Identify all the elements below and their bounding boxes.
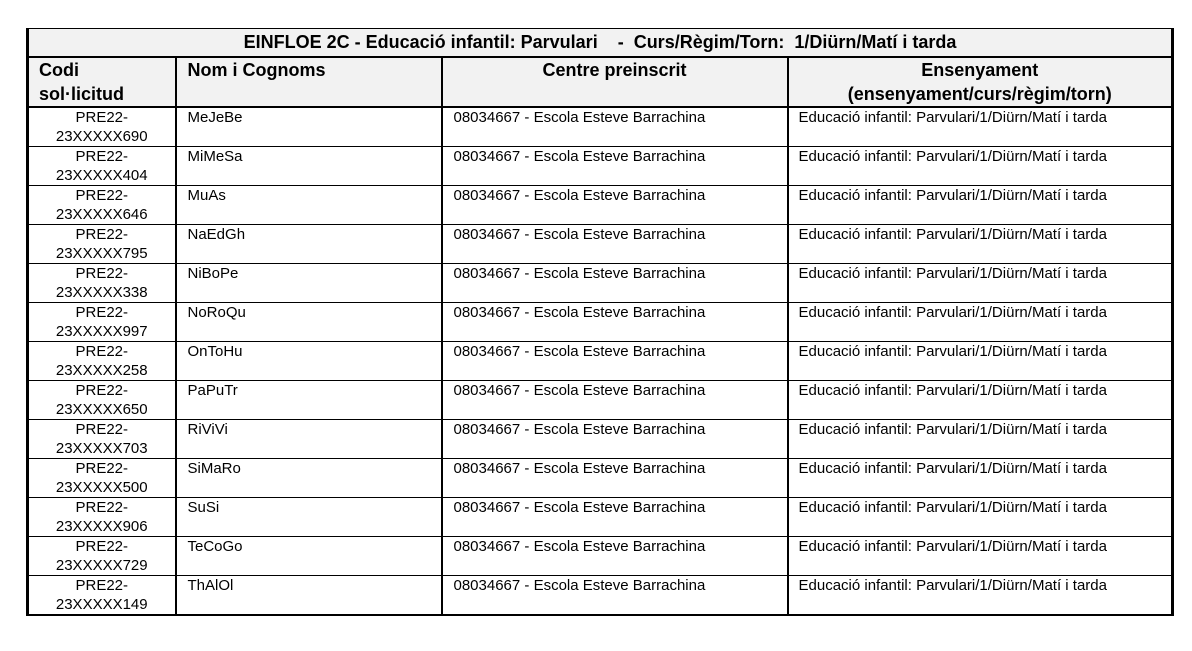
table-row — [28, 303, 1173, 342]
row-code: PRE22- 23XXXXX258 — [28, 342, 176, 381]
row-code: PRE22- 23XXXXX646 — [28, 186, 176, 225]
row-ensenyament: Educació infantil: Parvulari/1/Diürn/Matí i tarda — [788, 225, 1173, 264]
row-name: TeCoGo — [176, 537, 442, 576]
row-name: SiMaRo — [176, 459, 442, 498]
table-body — [28, 107, 1173, 615]
row-code: PRE22- 23XXXXX906 — [28, 498, 176, 537]
header-centre: Centre preinscrit — [442, 57, 788, 107]
table-row — [28, 420, 1173, 459]
table-row — [28, 459, 1173, 498]
table-row — [28, 537, 1173, 576]
row-name: MiMeSa — [176, 147, 442, 186]
row-name: NaEdGh — [176, 225, 442, 264]
row-ensenyament: Educació infantil: Parvulari/1/Diürn/Matí i tarda — [788, 264, 1173, 303]
header-row — [28, 57, 1173, 107]
header-code-line-1: Codi — [39, 60, 79, 80]
row-ensenyament: Educació infantil: Parvulari/1/Diürn/Matí i tarda — [788, 342, 1173, 381]
table-row — [28, 498, 1173, 537]
row-ensenyament: Educació infantil: Parvulari/1/Diürn/Matí i tarda — [788, 498, 1173, 537]
header-ensenyament — [788, 57, 1173, 107]
row-code: PRE22- 23XXXXX729 — [28, 537, 176, 576]
row-name: ThAlOl — [176, 576, 442, 616]
row-centre: 08034667 - Escola Esteve Barrachina — [442, 303, 788, 342]
table-row — [28, 107, 1173, 147]
admissions-table — [26, 28, 1174, 616]
row-name: PaPuTr — [176, 381, 442, 420]
header-ensenyament-line-2: (ensenyament/curs/règim/torn) — [847, 84, 1112, 104]
table-row — [28, 147, 1173, 186]
row-code: PRE22- 23XXXXX690 — [28, 107, 176, 147]
header-code — [28, 57, 176, 107]
header-code-line-2: sol·licitud — [39, 84, 124, 104]
row-centre: 08034667 - Escola Esteve Barrachina — [442, 186, 788, 225]
row-code: PRE22- 23XXXXX650 — [28, 381, 176, 420]
row-ensenyament: Educació infantil: Parvulari/1/Diürn/Matí i tarda — [788, 303, 1173, 342]
row-name: NiBoPe — [176, 264, 442, 303]
row-centre: 08034667 - Escola Esteve Barrachina — [442, 381, 788, 420]
row-code: PRE22- 23XXXXX795 — [28, 225, 176, 264]
row-ensenyament: Educació infantil: Parvulari/1/Diürn/Matí i tarda — [788, 107, 1173, 147]
row-code: PRE22- 23XXXXX338 — [28, 264, 176, 303]
row-code: PRE22- 23XXXXX404 — [28, 147, 176, 186]
row-code: PRE22- 23XXXXX149 — [28, 576, 176, 616]
row-ensenyament: Educació infantil: Parvulari/1/Diürn/Matí i tarda — [788, 147, 1173, 186]
row-centre: 08034667 - Escola Esteve Barrachina — [442, 147, 788, 186]
admissions-sheet — [26, 28, 1171, 616]
row-centre: 08034667 - Escola Esteve Barrachina — [442, 225, 788, 264]
table-row — [28, 342, 1173, 381]
row-centre: 08034667 - Escola Esteve Barrachina — [442, 498, 788, 537]
table-row — [28, 264, 1173, 303]
row-code: PRE22- 23XXXXX997 — [28, 303, 176, 342]
row-name: SuSi — [176, 498, 442, 537]
row-centre: 08034667 - Escola Esteve Barrachina — [442, 342, 788, 381]
row-ensenyament: Educació infantil: Parvulari/1/Diürn/Matí i tarda — [788, 420, 1173, 459]
row-ensenyament: Educació infantil: Parvulari/1/Diürn/Matí i tarda — [788, 186, 1173, 225]
row-ensenyament: Educació infantil: Parvulari/1/Diürn/Matí i tarda — [788, 537, 1173, 576]
row-name: MeJeBe — [176, 107, 442, 147]
table-row — [28, 381, 1173, 420]
row-ensenyament: Educació infantil: Parvulari/1/Diürn/Matí i tarda — [788, 381, 1173, 420]
row-centre: 08034667 - Escola Esteve Barrachina — [442, 537, 788, 576]
table-row — [28, 186, 1173, 225]
header-ensenyament-line-1: Ensenyament — [921, 60, 1039, 80]
row-ensenyament: Educació infantil: Parvulari/1/Diürn/Matí i tarda — [788, 576, 1173, 616]
row-name: NoRoQu — [176, 303, 442, 342]
row-centre: 08034667 - Escola Esteve Barrachina — [442, 420, 788, 459]
row-code: PRE22- 23XXXXX500 — [28, 459, 176, 498]
row-name: MuAs — [176, 186, 442, 225]
row-centre: 08034667 - Escola Esteve Barrachina — [442, 576, 788, 616]
table-title: EINFLOE 2C - Educació infantil: Parvulari - Curs/Règim/Torn: 1/Diürn/Matí i tarda — [28, 29, 1173, 58]
row-centre: 08034667 - Escola Esteve Barrachina — [442, 264, 788, 303]
row-centre: 08034667 - Escola Esteve Barrachina — [442, 107, 788, 147]
header-name: Nom i Cognoms — [176, 57, 442, 107]
row-centre: 08034667 - Escola Esteve Barrachina — [442, 459, 788, 498]
row-code: PRE22- 23XXXXX703 — [28, 420, 176, 459]
row-ensenyament: Educació infantil: Parvulari/1/Diürn/Matí i tarda — [788, 459, 1173, 498]
row-name: RiViVi — [176, 420, 442, 459]
table-row — [28, 576, 1173, 616]
table-row — [28, 225, 1173, 264]
row-name: OnToHu — [176, 342, 442, 381]
